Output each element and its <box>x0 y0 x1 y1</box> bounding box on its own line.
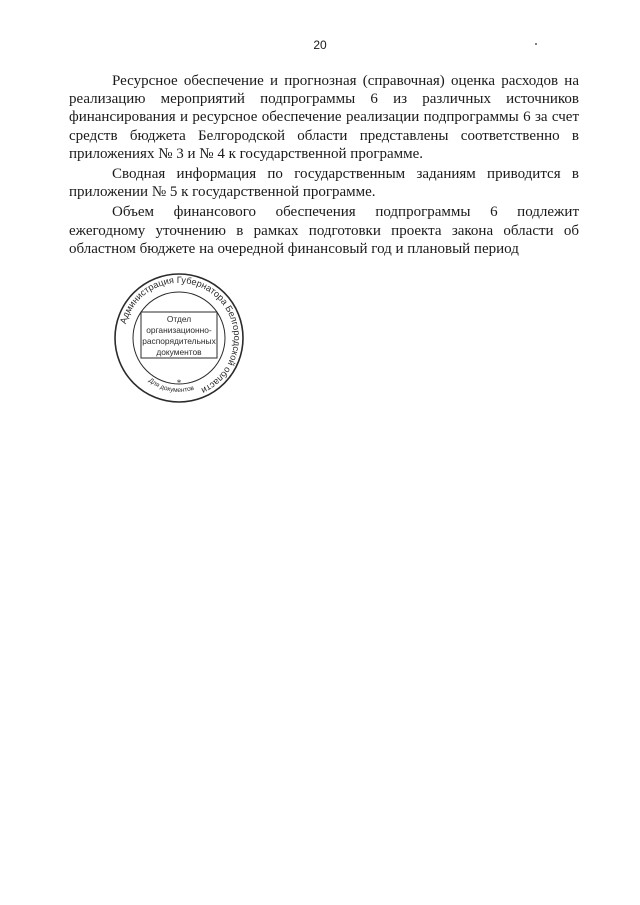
body-text <box>69 72 579 258</box>
paragraph-state-tasks: Сводная информация по государственным заданиям приводится в приложении № 5 к государственной программе. <box>69 166 579 201</box>
stamp-center-line-4: документов <box>156 347 202 357</box>
paragraph-financing: Объем финансового обеспечения подпрограммы 6 подлежит ежегодному уточнению в рамках подготовки проекта закона области об областном бюджете на очередной финансовый год и плановый период <box>69 204 579 257</box>
page-number: 20 <box>313 38 327 52</box>
stamp-star-icon: * <box>176 378 182 388</box>
stamp-center-line-1: Отдел <box>166 314 192 324</box>
stamp-center-line-2: организационно- <box>146 325 212 335</box>
stamp-bottom-text: Для документов <box>147 377 195 395</box>
stamp-ring-text: Администрация Губернатора Белгородской области <box>118 274 243 396</box>
paragraph-resources: Ресурсное обеспечение и прогнозная (справочная) оценка расходов на реализацию мероприятий подпрограммы 6 из различных источников финансирования и ресурсное обеспечение реализации подпрограммы 6 за счет средств бюджета Белгородской области представлены соответственно в приложениях № 3 и № 4 к государственной программе. <box>69 73 579 162</box>
scan-dot <box>535 43 537 45</box>
stamp-center-line-3: распорядительных <box>142 336 216 346</box>
official-stamp <box>113 272 245 404</box>
